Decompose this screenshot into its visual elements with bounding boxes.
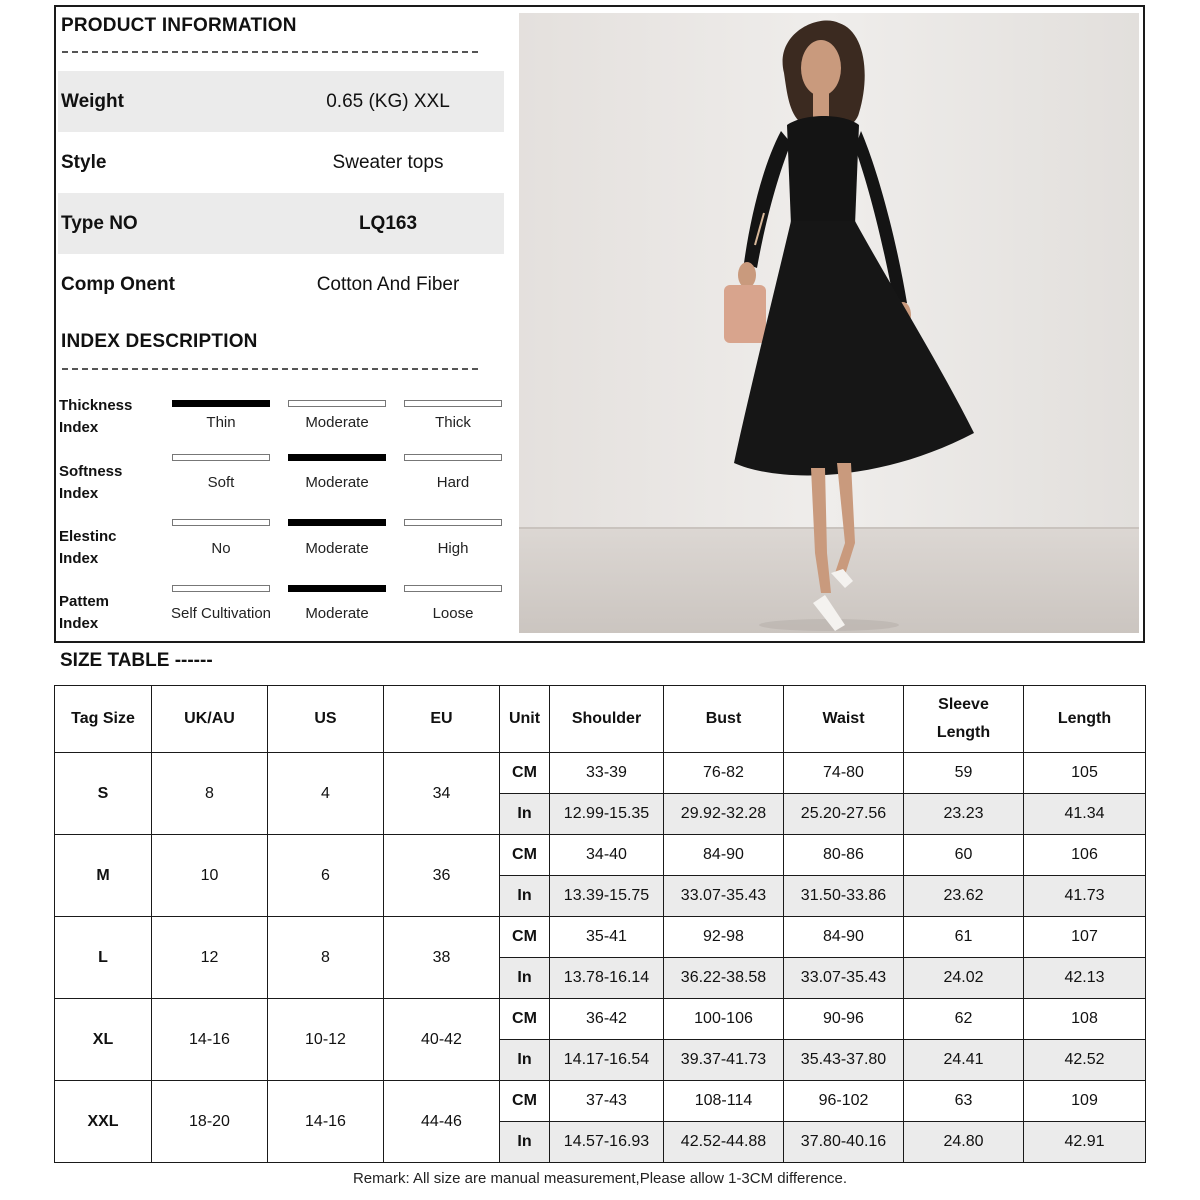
bust-cm-cell: 84-90: [664, 835, 784, 876]
index-label-line: Thickness: [59, 397, 133, 414]
product-info-panel: [54, 5, 1145, 643]
index-option: Moderate: [305, 605, 369, 622]
waist-cm-cell: 96-102: [784, 1081, 904, 1122]
header-sleeve-line: Sleeve: [938, 696, 989, 713]
unit-cell: CM: [500, 1081, 550, 1122]
length-in-cell: 42.91: [1024, 1122, 1146, 1163]
index-bar-moderate: [288, 400, 386, 407]
unit-cell: CM: [500, 999, 550, 1040]
header-tag-size: Tag Size: [55, 686, 152, 753]
table-row: [55, 753, 1146, 794]
index-option: Self Cultivation: [170, 605, 272, 622]
waist-in-cell: 33.07-35.43: [784, 958, 904, 999]
header-us: US: [268, 686, 384, 753]
unit-cell: In: [500, 876, 550, 917]
shoulder-in-cell: 12.99-15.35: [550, 794, 664, 835]
unit-cell: In: [500, 794, 550, 835]
bust-in-cell: 39.37-41.73: [664, 1040, 784, 1081]
index-bar-thin: [172, 400, 270, 407]
index-bar-moderate: [288, 585, 386, 592]
index-label-line: Pattem: [59, 593, 110, 610]
shoulder-in-cell: 13.39-15.75: [550, 876, 664, 917]
index-label-pattern: [59, 591, 109, 635]
shoulder-in-cell: 14.57-16.93: [550, 1122, 664, 1163]
sleeve-cm-cell: 60: [904, 835, 1024, 876]
waist-in-cell: 31.50-33.86: [784, 876, 904, 917]
header-uk-au: UK/AU: [152, 686, 268, 753]
bust-cm-cell: 76-82: [664, 753, 784, 794]
length-in-cell: 41.73: [1024, 876, 1146, 917]
length-in-cell: 42.13: [1024, 958, 1146, 999]
size-tag-cell: M: [55, 835, 152, 917]
sleeve-cm-cell: 62: [904, 999, 1024, 1040]
index-label-line: Softness: [59, 463, 123, 480]
dashed-divider: [62, 368, 478, 370]
bust-in-cell: 42.52-44.88: [664, 1122, 784, 1163]
length-cm-cell: 109: [1024, 1081, 1146, 1122]
size-uk-cell: 10: [152, 835, 268, 917]
size-table-title: SIZE TABLE ------: [60, 650, 213, 671]
size-table: [54, 685, 1146, 1163]
index-label-line: Index: [59, 419, 99, 436]
size-table-header: [55, 686, 1146, 753]
waist-in-cell: 25.20-27.56: [784, 794, 904, 835]
index-label-line: Index: [59, 550, 99, 567]
index-option: Moderate: [305, 540, 369, 557]
unit-cell: CM: [500, 835, 550, 876]
index-bar-soft: [172, 454, 270, 461]
bust-cm-cell: 100-106: [664, 999, 784, 1040]
unit-cell: In: [500, 958, 550, 999]
size-us-cell: 6: [268, 835, 384, 917]
size-eu-cell: 38: [384, 917, 500, 999]
shoulder-cm-cell: 37-43: [550, 1081, 664, 1122]
index-label-elastic: [59, 526, 117, 570]
size-table-body: [55, 753, 1146, 1163]
index-option: Loose: [432, 605, 474, 622]
index-bar-moderate: [288, 454, 386, 461]
length-in-cell: 41.34: [1024, 794, 1146, 835]
shoulder-cm-cell: 36-42: [550, 999, 664, 1040]
size-eu-cell: 44-46: [384, 1081, 500, 1163]
header-waist: Waist: [784, 686, 904, 753]
size-uk-cell: 12: [152, 917, 268, 999]
size-us-cell: 10-12: [268, 999, 384, 1081]
size-tag-cell: XXL: [55, 1081, 152, 1163]
sleeve-in-cell: 24.02: [904, 958, 1024, 999]
size-us-cell: 8: [268, 917, 384, 999]
length-cm-cell: 106: [1024, 835, 1146, 876]
waist-cm-cell: 80-86: [784, 835, 904, 876]
header-sleeve-line: Length: [936, 724, 991, 741]
length-in-cell: 42.52: [1024, 1040, 1146, 1081]
index-label-line: Elestinc: [59, 528, 117, 545]
index-bar-self-cultivation: [172, 585, 270, 592]
remark-text: Remark: All size are manual measurement,Please allow 1-3CM difference.: [352, 1170, 848, 1187]
info-label: Weight: [61, 90, 124, 112]
header-eu: EU: [384, 686, 500, 753]
index-description-title: INDEX DESCRIPTION: [61, 331, 258, 352]
size-uk-cell: 14-16: [152, 999, 268, 1081]
waist-cm-cell: 74-80: [784, 753, 904, 794]
info-value: Sweater tops: [332, 151, 444, 173]
index-option: Thin: [206, 414, 236, 431]
table-row: [55, 835, 1146, 876]
table-row: [55, 999, 1146, 1040]
size-us-cell: 4: [268, 753, 384, 835]
index-label-thickness: [59, 395, 132, 439]
size-eu-cell: 34: [384, 753, 500, 835]
sleeve-in-cell: 23.62: [904, 876, 1024, 917]
index-bar-moderate: [288, 519, 386, 526]
index-bar-no: [172, 519, 270, 526]
size-uk-cell: 18-20: [152, 1081, 268, 1163]
bust-cm-cell: 92-98: [664, 917, 784, 958]
index-label-softness: [59, 461, 122, 505]
length-cm-cell: 108: [1024, 999, 1146, 1040]
index-option: Hard: [436, 474, 470, 491]
info-row-weight: [58, 71, 504, 132]
unit-cell: CM: [500, 917, 550, 958]
sleeve-in-cell: 23.23: [904, 794, 1024, 835]
sleeve-in-cell: 24.41: [904, 1040, 1024, 1081]
sleeve-cm-cell: 63: [904, 1081, 1024, 1122]
waist-cm-cell: 90-96: [784, 999, 904, 1040]
model-photo-icon: [519, 13, 1139, 633]
index-option: Moderate: [305, 414, 369, 431]
index-option: Soft: [207, 474, 235, 491]
shoulder-cm-cell: 35-41: [550, 917, 664, 958]
shoulder-cm-cell: 34-40: [550, 835, 664, 876]
index-bar-thick: [404, 400, 502, 407]
bust-cm-cell: 108-114: [664, 1081, 784, 1122]
waist-in-cell: 37.80-40.16: [784, 1122, 904, 1163]
index-option: Moderate: [305, 474, 369, 491]
info-row-component: [58, 254, 504, 315]
size-eu-cell: 40-42: [384, 999, 500, 1081]
info-value: LQ163: [358, 212, 418, 234]
size-tag-cell: L: [55, 917, 152, 999]
info-label: Comp Onent: [61, 273, 175, 295]
sleeve-cm-cell: 59: [904, 753, 1024, 794]
table-row: [55, 917, 1146, 958]
sleeve-cm-cell: 61: [904, 917, 1024, 958]
size-us-cell: 14-16: [268, 1081, 384, 1163]
index-bar-loose: [404, 585, 502, 592]
waist-in-cell: 35.43-37.80: [784, 1040, 904, 1081]
size-eu-cell: 36: [384, 835, 500, 917]
header-sleeve-length: [904, 686, 1024, 753]
length-cm-cell: 107: [1024, 917, 1146, 958]
index-label-line: Index: [59, 485, 99, 502]
bust-in-cell: 36.22-38.58: [664, 958, 784, 999]
header-bust: Bust: [664, 686, 784, 753]
unit-cell: CM: [500, 753, 550, 794]
index-option: No: [211, 540, 231, 557]
unit-cell: In: [500, 1040, 550, 1081]
shoulder-in-cell: 14.17-16.54: [550, 1040, 664, 1081]
bust-in-cell: 29.92-32.28: [664, 794, 784, 835]
info-value: Cotton And Fiber: [316, 273, 460, 295]
index-bar-high: [404, 519, 502, 526]
info-row-type-no: [58, 193, 504, 254]
waist-cm-cell: 84-90: [784, 917, 904, 958]
size-tag-cell: XL: [55, 999, 152, 1081]
product-info-title: PRODUCT INFORMATION: [61, 15, 297, 36]
header-unit: Unit: [500, 686, 550, 753]
index-option: Thick: [435, 414, 471, 431]
info-row-style: [58, 132, 504, 193]
info-label: Type NO: [61, 212, 138, 234]
table-row: [55, 1081, 1146, 1122]
index-bar-hard: [404, 454, 502, 461]
shoulder-cm-cell: 33-39: [550, 753, 664, 794]
index-label-line: Index: [59, 615, 99, 632]
header-length: Length: [1024, 686, 1146, 753]
length-cm-cell: 105: [1024, 753, 1146, 794]
shoulder-in-cell: 13.78-16.14: [550, 958, 664, 999]
bust-in-cell: 33.07-35.43: [664, 876, 784, 917]
size-tag-cell: S: [55, 753, 152, 835]
header-shoulder: Shoulder: [550, 686, 664, 753]
index-option: High: [437, 540, 469, 557]
size-uk-cell: 8: [152, 753, 268, 835]
dashed-divider: [62, 51, 478, 53]
info-value: 0.65 (KG) XXL: [326, 90, 450, 112]
sleeve-in-cell: 24.80: [904, 1122, 1024, 1163]
unit-cell: In: [500, 1122, 550, 1163]
info-label: Style: [61, 151, 107, 173]
model-photo: [519, 13, 1139, 633]
